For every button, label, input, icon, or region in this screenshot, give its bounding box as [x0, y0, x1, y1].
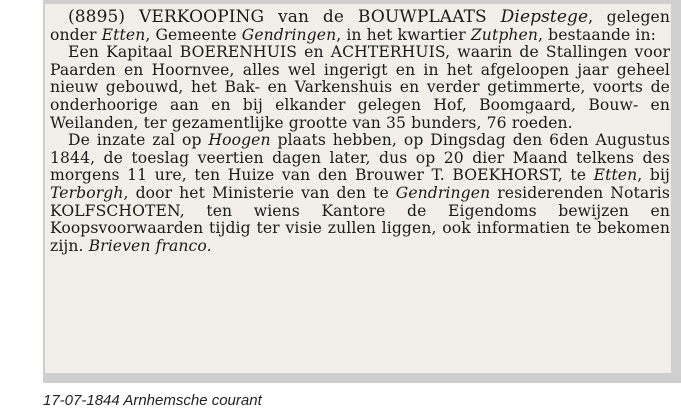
- article-text: residerenden Notaris KOLFSCHOTEN, ten wiens Kantore de Eigendoms bewijzen en Koopsvoorwaarden tijdig ter visie zullen liggen, ook informatien te bekomen zijn.: [50, 183, 670, 255]
- image-caption: 17-07-1844 Arnhemsche courant: [43, 392, 262, 409]
- place-name-hoogen: Hoogen: [208, 131, 271, 150]
- article-text: , bestaande in:: [538, 25, 657, 44]
- article-text: , in het kwartier: [336, 25, 471, 44]
- article-text: , bij: [637, 166, 670, 185]
- place-name-etten: Etten: [593, 166, 638, 185]
- article-heading: (8895) VERKOOPING van de BOUWPLAATS: [68, 7, 501, 27]
- article-text: plaats hebben, op Dingsdag den 6den Augustus 1844, de toeslag veertien dagen later, dus op 20 dier Maand telkens des morgens 11 ure, ten Huize van den Brouwer T. BOEKHORST, te: [50, 131, 671, 185]
- closing-note: Brieven franco.: [88, 236, 212, 255]
- place-name-gendringen: Gendringen: [395, 183, 491, 202]
- article-paragraph-1: [50, 9, 670, 44]
- place-name-etten: Etten: [101, 25, 146, 44]
- article-paragraph-2: Een Kapitaal BOERENHUIS en ACHTERHUIS, waarin de Stallingen voor Paarden en Hoornvee, alles wel ingerigt en in het afgeloopen jaar geheel nieuw gebouwd, het Bak- en Varkenshuis en verder getimmerte, voorts de onderhoorige aan en bij elkander gelegen Hof, Boomgaard, Bouw- en Weilanden, ter gezamentlijke grootte van 35 bunders, 76 roeden.: [50, 43, 670, 132]
- newspaper-article: [50, 9, 670, 255]
- article-text: , Gemeente: [145, 25, 242, 44]
- article-text: , gelegen onder: [50, 8, 671, 44]
- place-name-gendringen: Gendringen: [241, 25, 337, 44]
- article-text: De inzate zal op: [68, 131, 209, 150]
- place-name-diepstege: Diepstege: [500, 7, 589, 27]
- article-text: , door het Ministerie van den te: [123, 183, 396, 202]
- article-paragraph-3: [50, 132, 670, 255]
- place-name-terborgh: Terborgh: [50, 183, 124, 202]
- place-name-zutphen: Zutphen: [470, 25, 539, 44]
